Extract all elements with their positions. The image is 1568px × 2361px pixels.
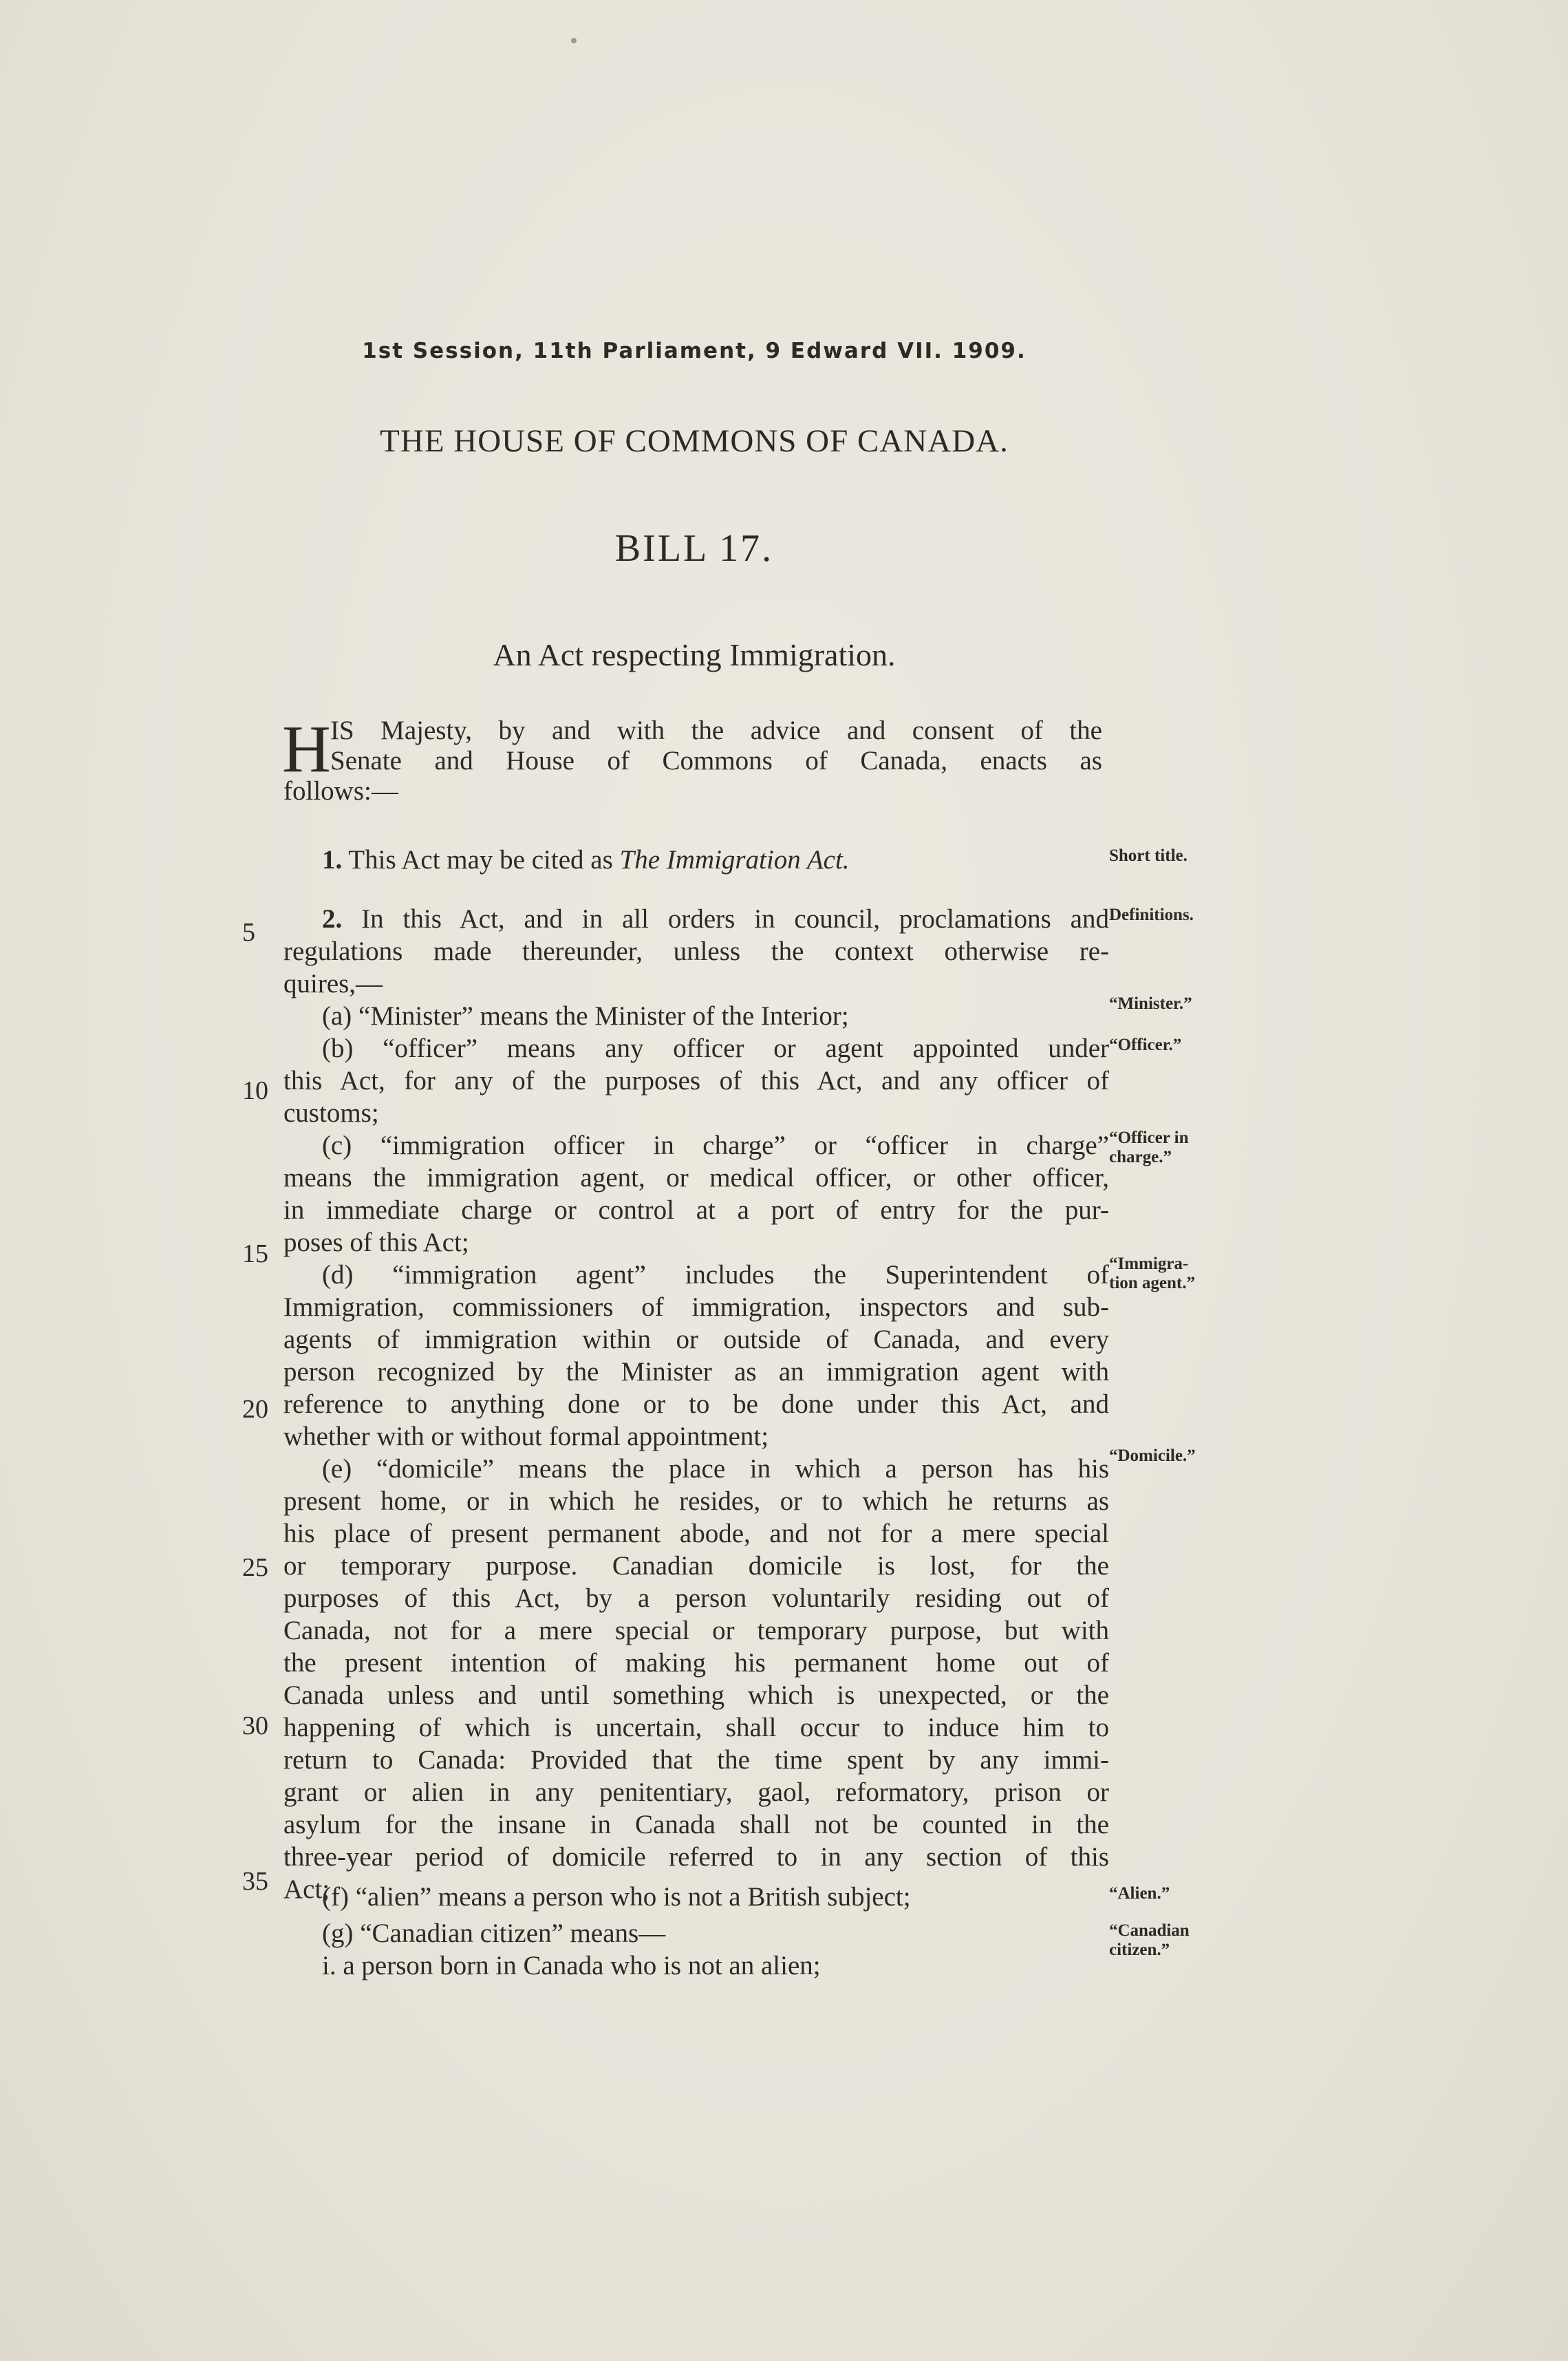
definition-e-line-6: Canada, not for a mere special or temporary purpose, but with (283, 1616, 1109, 1645)
act-title: An Act respecting Immigration. (493, 637, 896, 672)
margin-note-officer: “Officer.” (1109, 1036, 1182, 1054)
line-number-25: 25 (242, 1553, 268, 1582)
margin-note-domicile: “Domicile.” (1109, 1446, 1196, 1465)
margin-note-immigration-agent-2: tion agent.” (1109, 1274, 1195, 1292)
definition-d-line-2: Immigration, commissioners of immigration, inspectors and sub- (283, 1292, 1109, 1322)
definition-d-line-5: reference to anything done or to be done under this Act, and (283, 1389, 1109, 1419)
definition-c-line-2: means the immigration agent, or medical officer, or other officer, (283, 1163, 1109, 1193)
definition-d-line-4: person recognized by the Minister as an immigration agent with (283, 1357, 1109, 1387)
definition-e: (e) “domicile” means the place in which a person has his (322, 1454, 1109, 1484)
definition-e-line-3: his place of present permanent abode, and not for a mere special (283, 1519, 1109, 1548)
definition-d-line-3: agents of immigration within or outside of Canada, and every (283, 1325, 1109, 1354)
section-2-line-1 (322, 904, 1109, 934)
section-1 (322, 845, 1109, 875)
definition-e-line-8: Canada unless and until something which is unexpected, or the (283, 1680, 1109, 1710)
margin-note-definitions: Definitions. (1109, 906, 1194, 924)
preamble-line-3: follows:— (283, 776, 398, 806)
definition-e-line-2: present home, or in which he resides, or to which he returns as (283, 1486, 1109, 1516)
line-number-30: 30 (242, 1711, 268, 1740)
definition-c: (c) “immigration officer in charge” or “officer in charge” (322, 1131, 1109, 1160)
definition-b: (b) “officer” means any officer or agent appointed under (322, 1034, 1109, 1063)
margin-note-immigration-agent-1: “Immigra- (1109, 1254, 1189, 1273)
definition-e-line-11: grant or alien in any penitentiary, gaol, reformatory, prison or (283, 1777, 1109, 1807)
definition-e-line-7: the present intention of making his permanent home out of (283, 1648, 1109, 1678)
definition-e-line-14: Act; (283, 1874, 330, 1904)
definition-e-line-12: asylum for the insane in Canada shall not be counted in the (283, 1810, 1109, 1839)
margin-note-officer-in-charge-2: charge.” (1109, 1148, 1172, 1166)
definition-f: (f) “alien” means a person who is not a British subject; (322, 1882, 911, 1912)
session-line: 1st Session, 11th Parliament, 9 Edward VII. 1909. (362, 339, 1027, 363)
definition-e-line-10: return to Canada: Provided that the time spent by any immi- (283, 1745, 1109, 1775)
drop-cap: H (282, 712, 331, 787)
definition-g: (g) “Canadian citizen” means— (322, 1919, 666, 1948)
section-1-act-name: The Immigration Act. (619, 845, 850, 875)
line-number-5: 5 (242, 918, 255, 947)
definition-c-line-4: poses of this Act; (283, 1228, 469, 1257)
definition-a: (a) “Minister” means the Minister of the Interior; (322, 1001, 849, 1031)
ink-speck (571, 38, 577, 43)
margin-note-canadian-citizen-2: citizen.” (1109, 1941, 1170, 1959)
definition-e-line-4: or temporary purpose. Canadian domicile is lost, for the (283, 1551, 1109, 1581)
definition-d: (d) “immigration agent” includes the Superintendent of (322, 1260, 1109, 1290)
definition-e-line-13: three-year period of domicile referred to in any section of this (283, 1842, 1109, 1872)
definition-g-i: i. a person born in Canada who is not an alien; (322, 1951, 821, 1980)
definition-c-line-3: in immediate charge or control at a port of entry for the pur- (283, 1195, 1109, 1225)
line-number-35: 35 (242, 1867, 268, 1896)
definition-e-line-9: happening of which is uncertain, shall occur to induce him to (283, 1713, 1109, 1742)
section-2-line-2: regulations made thereunder, unless the context otherwise re- (283, 937, 1109, 966)
section-2-line-3: quires,— (283, 969, 383, 998)
section-1-number: 1. (322, 845, 343, 875)
margin-note-short-title: Short title. (1109, 846, 1188, 865)
definition-b-line-2: this Act, for any of the purposes of this Act, and any officer of (283, 1066, 1109, 1096)
bill-number: BILL 17. (614, 527, 774, 570)
line-number-15: 15 (242, 1239, 268, 1268)
line-number-10: 10 (242, 1076, 268, 1105)
definition-e-line-5: purposes of this Act, by a person voluntarily residing out of (283, 1583, 1109, 1613)
margin-note-officer-in-charge-1: “Officer in (1109, 1129, 1189, 1147)
preamble-line-2: Senate and House of Commons of Canada, enacts as (330, 746, 1102, 776)
definition-d-line-6: whether with or without formal appointment; (283, 1422, 769, 1451)
section-1-text: This Act may be cited as (348, 845, 620, 875)
section-2-number: 2. (322, 904, 343, 934)
section-2-text: In this Act, and in all orders in council, proclamations and (361, 904, 1109, 934)
house-heading: THE HOUSE OF COMMONS OF CANADA. (380, 423, 1009, 459)
margin-note-alien: “Alien.” (1109, 1884, 1170, 1903)
margin-note-canadian-citizen-1: “Canadian (1109, 1921, 1190, 1940)
line-number-20: 20 (242, 1395, 268, 1424)
definition-b-line-3: customs; (283, 1098, 379, 1128)
preamble-line-1: IS Majesty, by and with the advice and consent of the (330, 716, 1102, 745)
margin-note-minister: “Minister.” (1109, 994, 1192, 1013)
